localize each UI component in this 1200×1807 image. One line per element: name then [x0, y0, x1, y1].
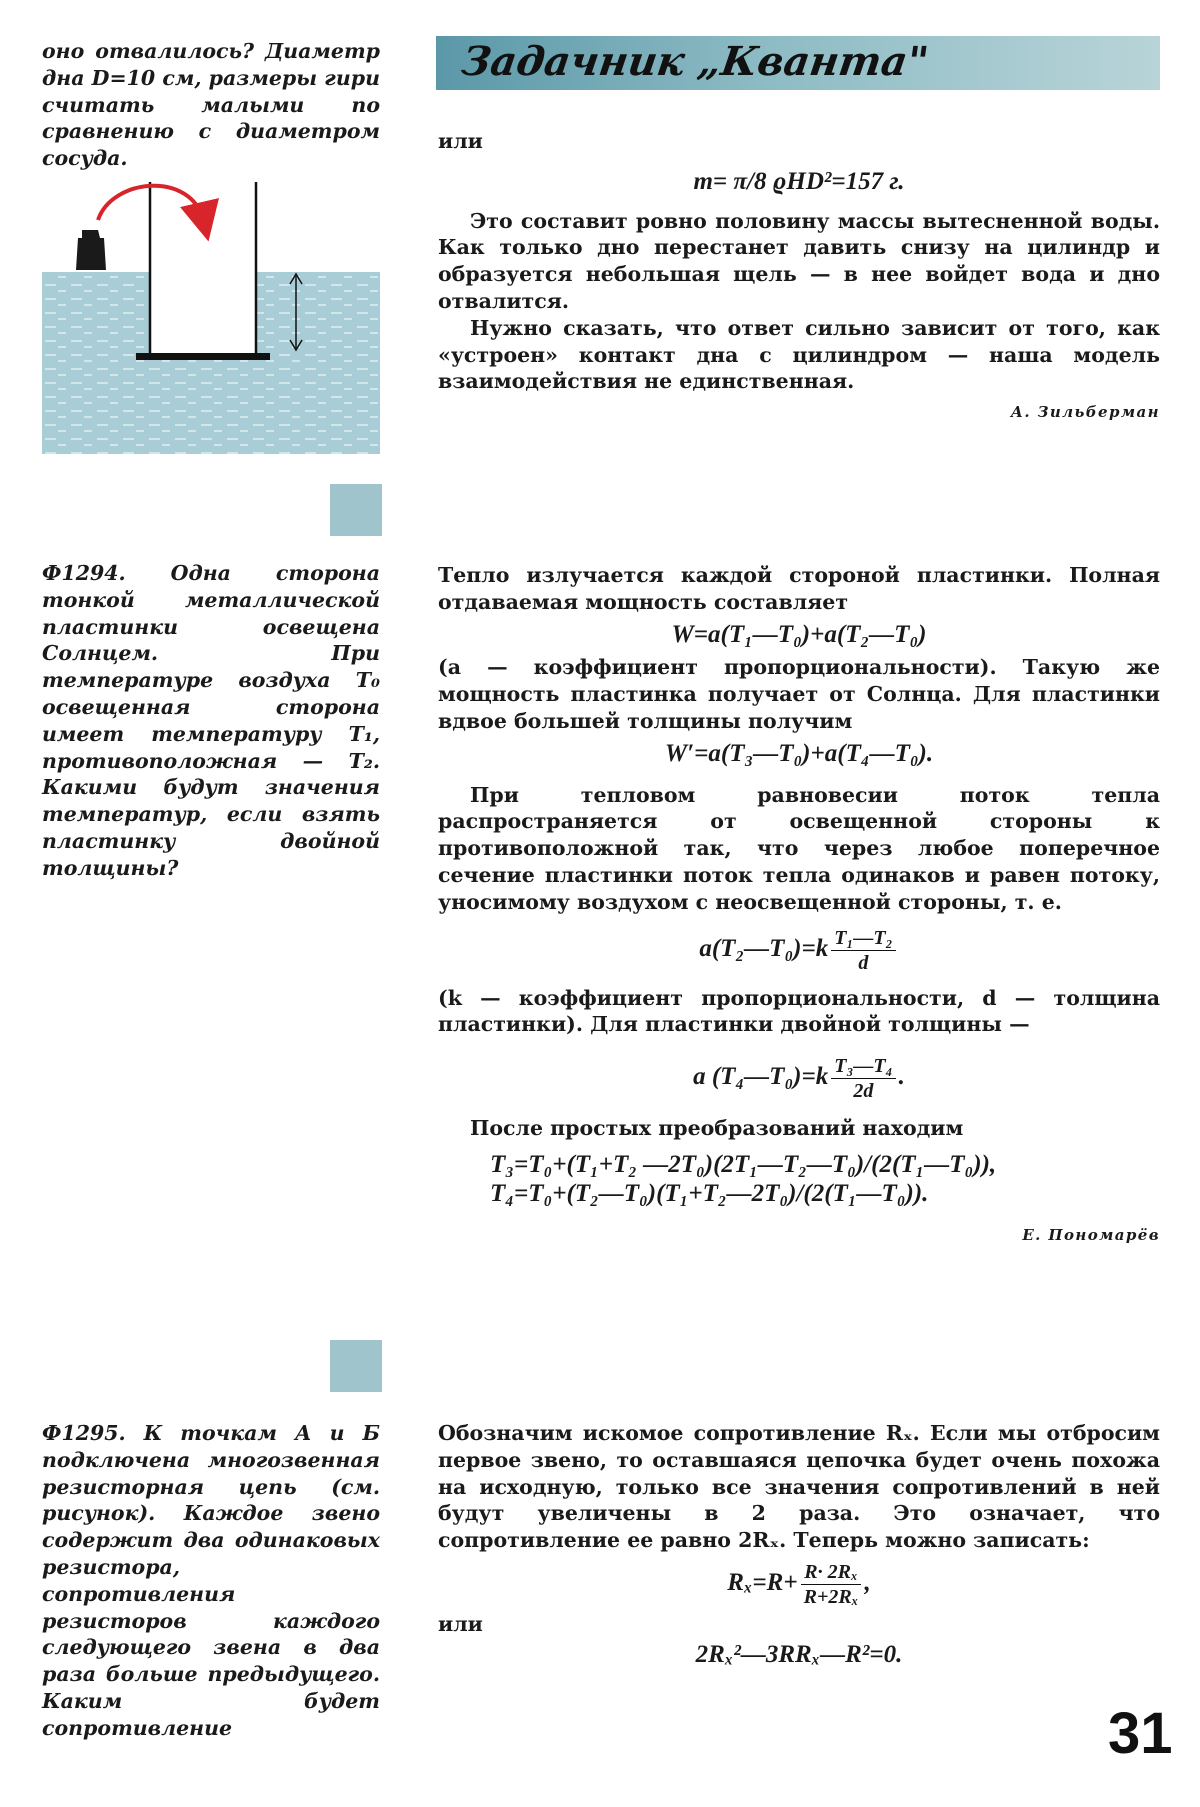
- section-marker: [330, 484, 382, 536]
- result-t3: T₃=T₀+(T₁+T₂ —2T₀)(2T₁—T₂—T₀)/(2(T₁—T₀)),: [490, 1150, 997, 1178]
- f1295-condition: [42, 1420, 380, 1742]
- prev-text-2: Нужно сказать, что ответ сильно зависит от того, как «устроен» контакт дна с цилиндром — наша модель взаимодействия не единственная.: [438, 315, 1160, 394]
- formula-w2: W′=a(T₃—T₀)+a(T₄—T₀).: [664, 739, 934, 767]
- cylinder-interior: [150, 182, 256, 355]
- f1294-condition-text: Одна сторона тонкой металлической пластинки освещена Солнцем. При температуре воздуха T₀ освещенная сторона имеет температуру T₁, противоположная — T₂. Какими будут значения температур, если взять пластинку двойной толщины?: [42, 561, 381, 880]
- cylinder-bottom: [136, 353, 270, 360]
- author-ponomarev: Е. Пономарёв: [1022, 1225, 1160, 1244]
- f1294-condition: [42, 560, 380, 882]
- f1294-text-2: (a — коэффициент пропорциональности). Такую же мощность пластинка получает от Солнца. Для пластинки вдвое большей толщины получим: [438, 655, 1160, 733]
- result-t4: T₄=T₀+(T₂—T₀)(T₁+T₂—2T₀)/(2(T₁—T₀)).: [490, 1179, 929, 1207]
- prev-problem-condition: оно отвалилось? Диаметр дна D=10 см, размеры гири считать малыми по сравнению с диаметром сосуда.: [42, 39, 380, 171]
- f1294-text-1: Тепло излучается каждой стороной пластинки. Полная отдаваемая мощность составляет: [438, 563, 1160, 614]
- f1295-text-1: Обозначим искомое сопротивление Rₓ. Если мы отбросим первое звено, то оставшаяся цепочка будет очень похожа на исходную, только все значения сопротивлений в ней будут увеличены в 2 раза. Это означает, что сопротивление ее равно 2Rₓ. Теперь можно записать:: [438, 1421, 1160, 1553]
- f1295-or-word: или: [438, 1611, 483, 1636]
- or-word: или: [438, 129, 483, 153]
- vessel-diagram: [42, 182, 380, 454]
- formula-flow-num: T₁—T₂: [831, 926, 895, 951]
- author-zilberman: А. Зильберман: [1010, 403, 1160, 422]
- formula-rx-left: Rₓ=R+: [727, 1569, 798, 1597]
- section-marker-2: [330, 1340, 382, 1392]
- f1294-text-4: (k — коэффициент пропорциональности, d — толщина пластинки). Для пластинки двойной толщины —: [438, 985, 1160, 1037]
- f1294-text-3: При тепловом равновесии поток тепла распространяется от освещенной стороны к противоположной так, что через любое поперечное сечение пластинки поток тепла одинаков и равен потоку, уносимому воздухом с неосвещенной стороны, т. е.: [438, 782, 1160, 914]
- section-title: Задачник „Кванта": [458, 38, 932, 85]
- f1295-number: Ф1295.: [42, 1421, 126, 1445]
- formula-quad: 2Rₓ²—3RRₓ—R²=0.: [695, 1640, 903, 1668]
- formula-flow-den: d: [858, 951, 869, 974]
- formula-flow2: [438, 1054, 1160, 1103]
- formula-flow2-den: 2d: [853, 1080, 874, 1103]
- formula-flow: [438, 926, 1160, 975]
- page-number: 31: [1108, 1701, 1173, 1766]
- f1294-number: Ф1294.: [42, 561, 126, 585]
- formula-w: W=a(T₁—T₀)+a(T₂—T₀): [671, 620, 927, 648]
- weight-icon: [76, 230, 106, 270]
- formula-flow-left: a(T₂—T₀)=k: [699, 934, 829, 962]
- formula-rx-den: R+2Rₓ: [803, 1585, 859, 1608]
- formula-flow2-left: a (T₄—T₀)=k: [693, 1063, 829, 1091]
- prev-text-1: Это составит ровно половину массы вытесненной воды. Как только дно перестанет давить снизу на цилиндр и образуется небольшая щель — в нее войдет вода и дно отвалится.: [438, 208, 1160, 313]
- formula-rx: [438, 1560, 1160, 1609]
- formula-rx-end: ,: [864, 1569, 871, 1597]
- formula-mass: m= π/8 ϱHD²=157 г.: [693, 167, 905, 195]
- f1295-condition-text: К точкам А и Б подключена многозвенная резисторная цепь (см. рисунок). Каждое звено содержит два одинаковых резистора, сопротивления резисторов каждого следующего звена в два раза больше предыдущего. Каким будет сопротивление: [42, 1421, 380, 1740]
- formula-flow2-num: T₃—T₄: [831, 1054, 895, 1079]
- f1294-text-5: После простых преобразований находим: [470, 1116, 964, 1141]
- formula-rx-num: R· 2Rₓ: [801, 1560, 862, 1585]
- formula-flow2-end: .: [898, 1063, 905, 1091]
